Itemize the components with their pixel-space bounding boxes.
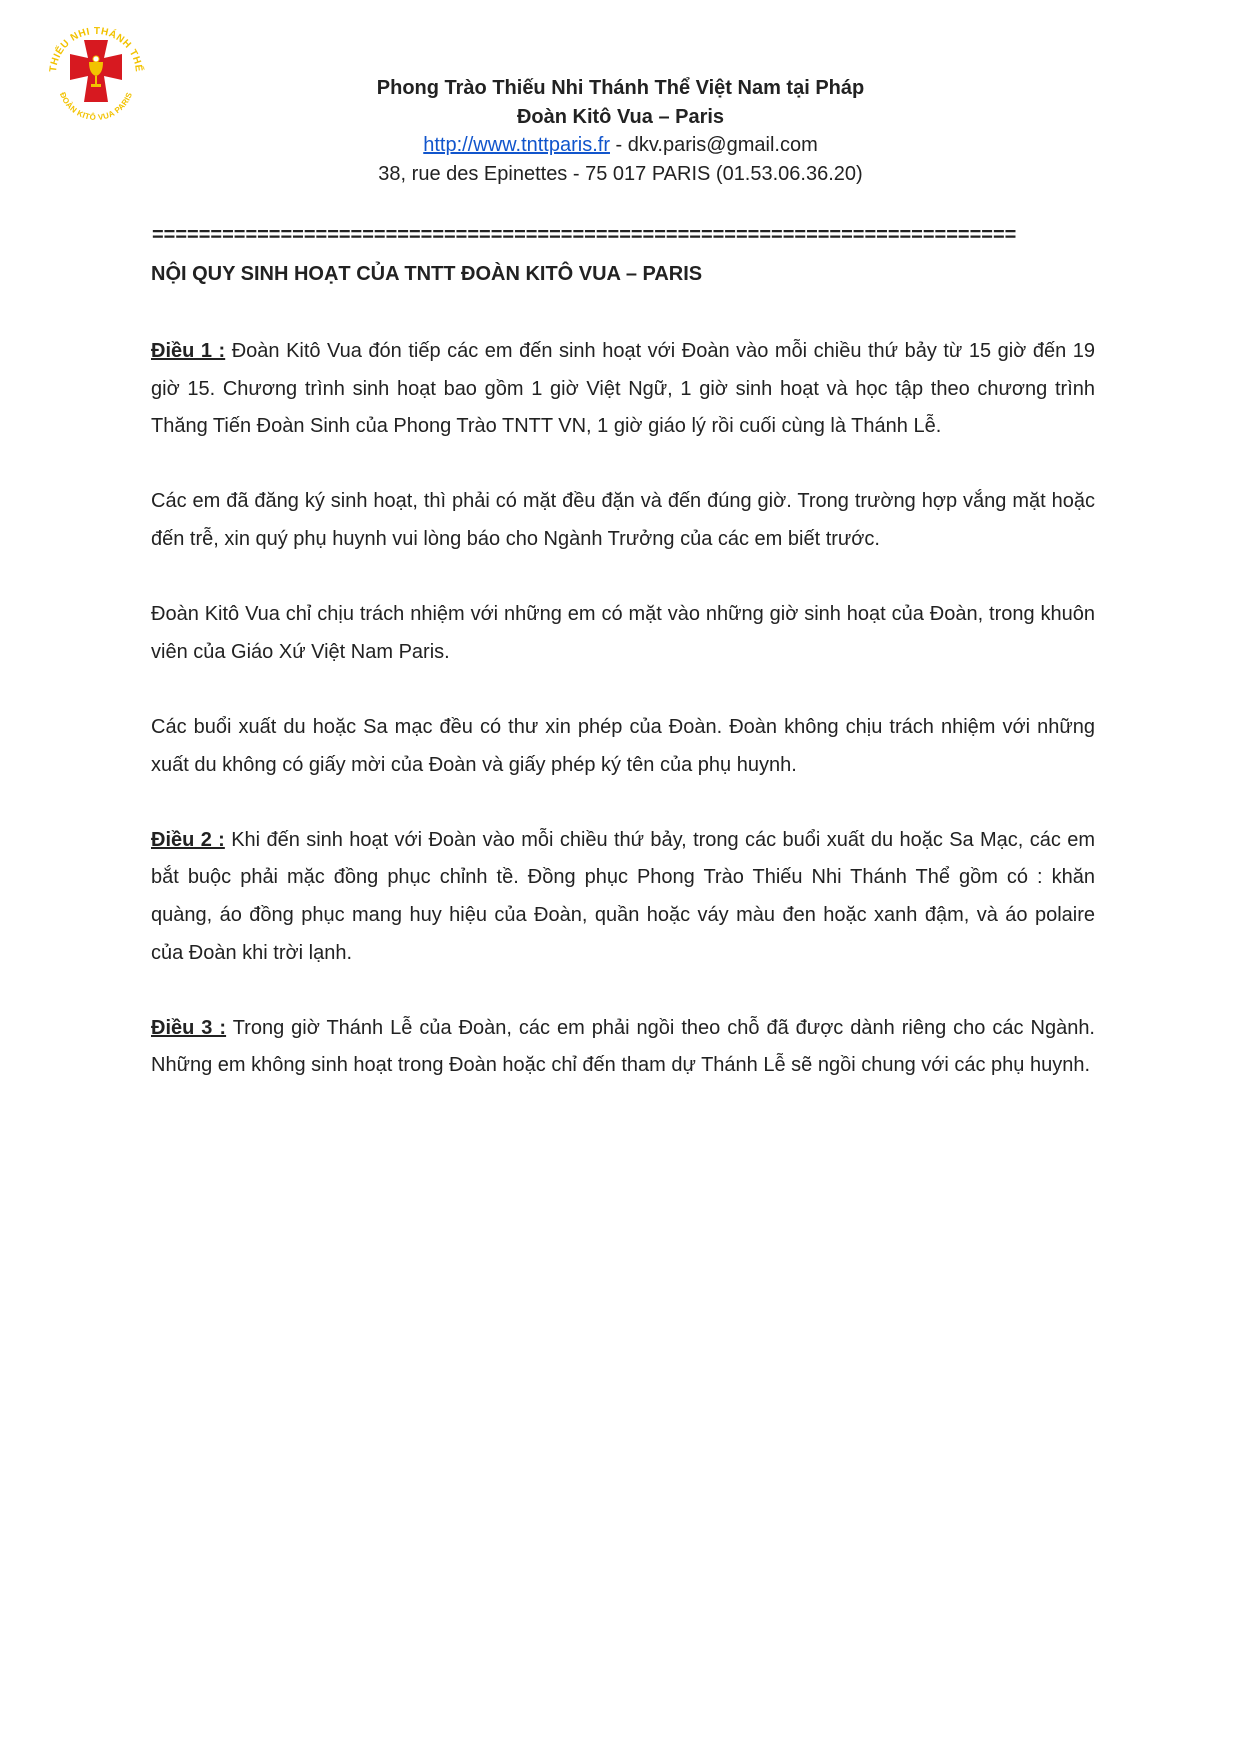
- article-text: Trong giờ Thánh Lễ của Đoàn, các em phải ngồi theo chỗ đã được dành riêng cho các Ngành. Những em không sinh hoạt trong Đoàn hoặc chỉ đến tham dự Thánh Lễ sẽ ngồi chung với các phụ huynh.: [151, 1016, 1095, 1077]
- article-text: Khi đến sinh hoạt với Đoàn vào mỗi chiều thứ bảy, trong các buổi xuất du hoặc Sa Mạc, các em bắt buộc phải mặc đồng phục chỉnh tề. Đồng phục Phong Trào Thiếu Nhi Thánh Thể gồm có : khăn quàng, áo đồng phục mang huy hiệu của Đoàn, quần hoặc váy màu đen hoặc xanh đậm, và áo polaire của Đoàn khi trời lạnh.: [151, 828, 1095, 964]
- article-label: Điều 1 :: [151, 340, 226, 362]
- paragraph-outings: [151, 709, 1095, 784]
- article-label: Điều 3 :: [151, 1016, 227, 1039]
- svg-text:ĐOÀN KITÔ VUA PARIS: ĐOÀN KITÔ VUA PARIS: [57, 91, 135, 123]
- paragraph-responsibility: [151, 596, 1095, 671]
- article-3: [151, 1010, 1095, 1085]
- address-line: 38, rue des Epinettes - 75 017 PARIS (01.53.06.36.20): [378, 162, 863, 185]
- separator-line: ==========================================================================: [152, 224, 1017, 246]
- paragraph-attendance: [151, 483, 1095, 558]
- email-text: dkv.paris@gmail.com: [627, 134, 818, 156]
- paragraph-text: Đoàn Kitô Vua chỉ chịu trách nhiệm với những em có mặt vào những giờ sinh hoạt của Đoàn, trong khuôn viên của Giáo Xứ Việt Nam Paris.: [151, 603, 1095, 663]
- document-body: [151, 333, 1095, 1122]
- article-1: [151, 333, 1095, 446]
- document-title: NỘI QUY SINH HOẠT CỦA TNTT ĐOÀN KITÔ VUA – PARIS: [151, 263, 703, 285]
- organization-logo: [42, 18, 150, 126]
- group-name: Đoàn Kitô Vua – Paris: [516, 105, 725, 128]
- article-label: Điều 2 :: [151, 828, 225, 851]
- svg-text:THIẾU NHI THÁNH THỂ: THIẾU NHI THÁNH THỂ: [47, 25, 145, 73]
- website-link[interactable]: http://www.tnttparis.fr: [423, 134, 610, 156]
- org-name: Phong Trào Thiếu Nhi Thánh Thể Việt Nam tại Pháp: [376, 77, 865, 99]
- contact-separator: -: [609, 134, 628, 156]
- article-2: [151, 822, 1095, 972]
- paragraph-text: Các em đã đăng ký sinh hoạt, thì phải có mặt đều đặn và đến đúng giờ. Trong trường hợp vắng mặt hoặc đến trễ, xin quý phụ huynh vui lòng báo cho Ngành Trưởng của các em biết trước.: [151, 490, 1095, 550]
- paragraph-text: Các buổi xuất du hoặc Sa mạc đều có thư xin phép của Đoàn. Đoàn không chịu trách nhiệm với những xuất du không có giấy mời của Đoàn và giấy phép ký tên của phụ huynh.: [151, 715, 1095, 776]
- document-header: [150, 74, 1091, 188]
- contact-line: [150, 131, 1091, 160]
- article-text: Đoàn Kitô Vua đón tiếp các em đến sinh hoạt với Đoàn vào mỗi chiều thứ bảy từ 15 giờ đến 19 giờ 15. Chương trình sinh hoạt bao gồm 1 giờ Việt Ngữ, 1 giờ sinh hoạt và học tập theo chương trình Thăng Tiến Đoàn Sinh của Phong Trào TNTT VN, 1 giờ giáo lý rồi cuối cùng là Thánh Lễ.: [151, 340, 1095, 438]
